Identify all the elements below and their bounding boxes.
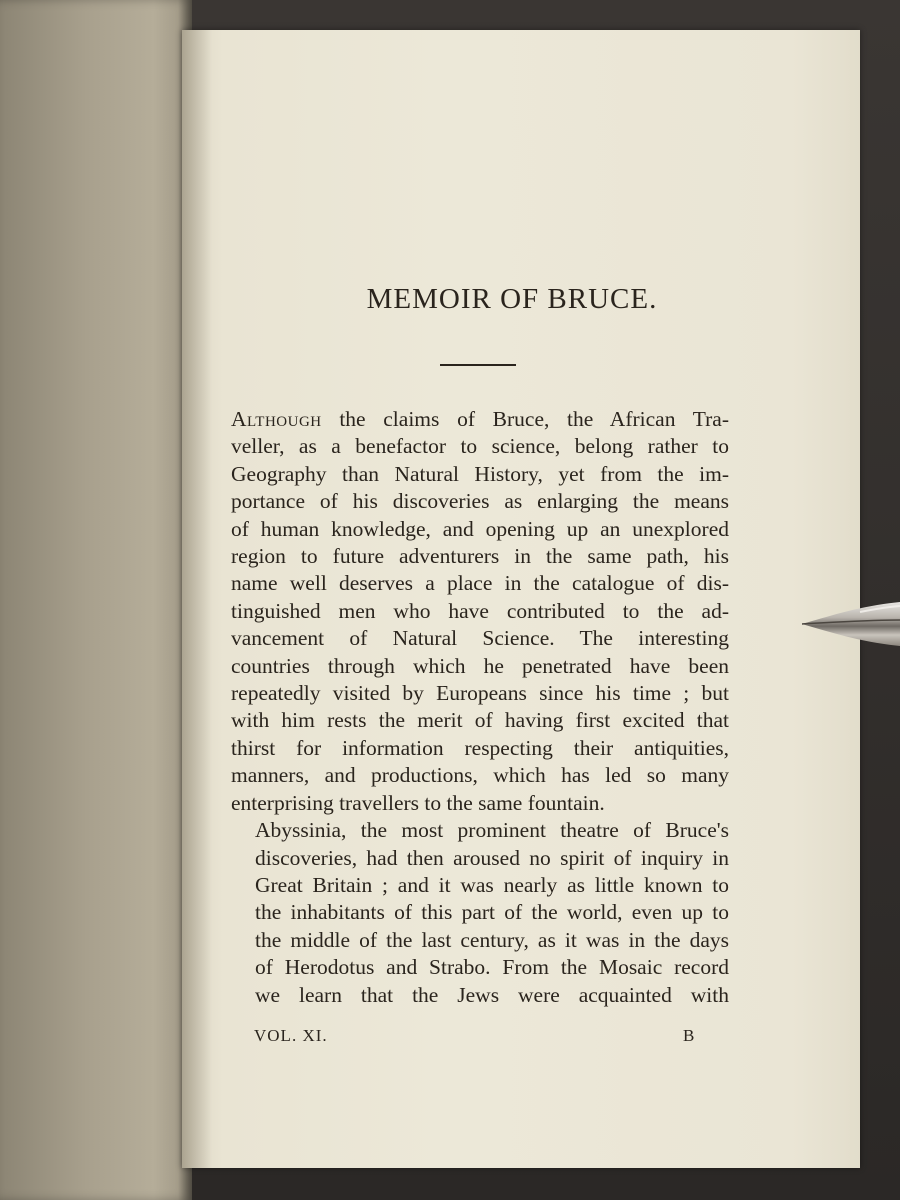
paragraph-1-line: name well deserves a place in the catalogue of dis- [231,571,729,596]
paragraph-1-line: enterprising travellers to the same fountain. [231,790,605,815]
paragraph-2 [231,817,729,1009]
gutter-shadow [182,30,212,1168]
paragraph-2-line: the middle of the last century, as it was in the days [255,927,729,952]
title-rule [440,364,516,366]
page-title: MEMOIR OF BRUCE. [366,283,658,315]
paragraph-1-line: veller, as a benefactor to science, belong rather to [231,434,729,459]
body-text [231,406,729,1009]
paragraph-1-line: manners, and productions, which has led so many [231,763,729,788]
paragraph-1-line: portance of his discoveries as enlarging the means [231,489,729,514]
paragraph-1-line: countries through which he penetrated have been [231,653,729,678]
paragraph-2-line: we learn that the Jews were acquainted with [255,982,729,1007]
drop-lead-word: Although [231,407,322,431]
paragraph-1-line: region to future adventurers in the same path, his [231,544,729,569]
paragraph-2-line: Great Britain ; and it was nearly as little known to [255,872,729,897]
metal-bookmark [800,594,900,654]
paragraph-1-line: repeatedly visited by Europeans since his time ; but [231,681,729,706]
paragraph-1 [231,406,729,817]
paragraph-1-line: vancement of Natural Science. The interesting [231,626,729,651]
paragraph-2-line: the inhabitants of this part of the world, even up to [255,900,729,925]
paragraph-1-line-text: the claims of Bruce, the African Tra- [321,407,729,431]
paragraph-1-line: thirst for information respecting their antiquities, [231,735,729,760]
paragraph-2-line: discoveries, had then aroused no spirit of inquiry in [255,845,729,870]
paragraph-2-line: of Herodotus and Strabo. From the Mosaic record [255,955,729,980]
footer-volume: VOL. XI. [254,1026,328,1045]
left-page [0,0,192,1200]
paragraph-1-line: of human knowledge, and opening up an unexplored [231,516,729,541]
paragraph-1-line: with him rests the merit of having first excited that [231,708,729,733]
paragraph-1-line: Geography than Natural History, yet from the im- [231,461,729,486]
paragraph-1-line: tinguished men who have contributed to the ad- [231,598,729,623]
paragraph-2-line: Abyssinia, the most prominent theatre of Bruce's [255,818,729,843]
paragraph-1-line [231,406,729,433]
footer-signature-mark: B [683,1026,695,1045]
